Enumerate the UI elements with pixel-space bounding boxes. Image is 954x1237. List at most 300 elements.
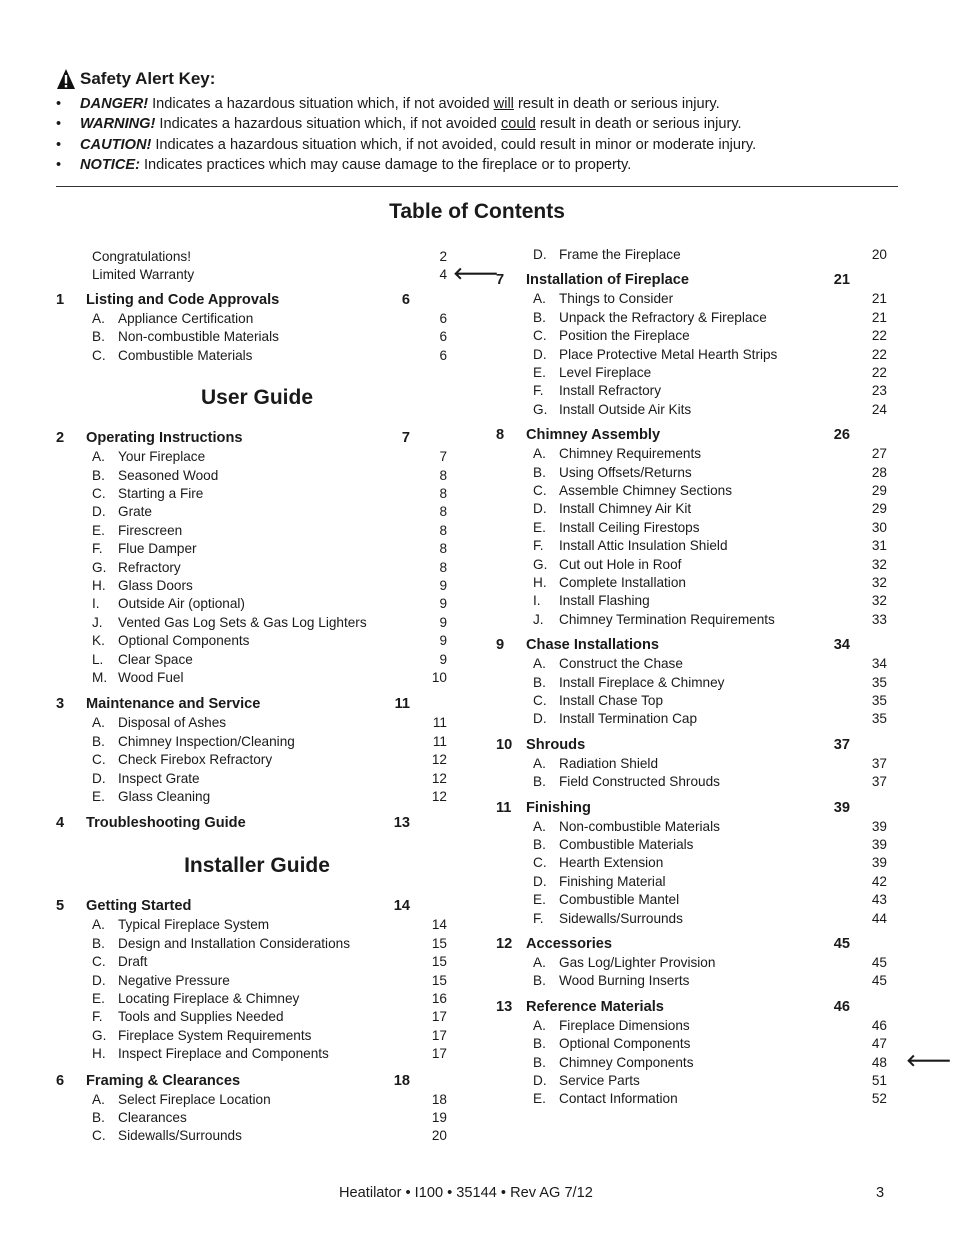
- toc-item-page: 9: [439, 614, 447, 630]
- toc-chapter-page: 34: [833, 637, 850, 654]
- toc-item-label: Assemble Chimney Sections: [559, 483, 733, 498]
- toc-chapter-number: 7: [496, 272, 505, 289]
- toc-item[interactable]: [533, 773, 887, 791]
- toc-item[interactable]: [92, 347, 447, 365]
- toc-item-label: Cut out Hole in Roof: [559, 556, 682, 572]
- toc-item[interactable]: [533, 346, 887, 364]
- toc-chapter[interactable]: [496, 425, 850, 445]
- toc-item-page: 37: [871, 774, 887, 790]
- toc-item-label: Firescreen: [118, 522, 183, 538]
- toc-item-letter: A.: [533, 818, 546, 834]
- toc-item-label: Check Firebox Refractory: [118, 752, 273, 768]
- toc-item-page: 24: [871, 401, 887, 417]
- toc-item-page: 17: [431, 1027, 447, 1043]
- safety-text: Indicates practices which may cause damage to the fireplace or to property.: [144, 157, 632, 174]
- toc-item-page: 39: [871, 855, 887, 871]
- toc-item-page: 4: [439, 267, 447, 283]
- toc-item[interactable]: [533, 891, 887, 909]
- toc-item[interactable]: [533, 910, 887, 928]
- safety-text: Indicates a hazardous situation which, if not avoided, could result in minor or moderate injury.: [155, 136, 757, 153]
- toc-item[interactable]: [533, 1072, 887, 1090]
- toc-item-letter: I.: [533, 593, 541, 609]
- toc-chapter-page: 14: [393, 898, 410, 915]
- safety-text: Indicates a hazardous situation which, if not avoided: [159, 116, 501, 133]
- toc-intro-item[interactable]: [92, 266, 447, 284]
- toc-item-letter: B.: [533, 837, 546, 852]
- toc-item-letter: A.: [92, 1091, 105, 1107]
- safety-alert-text: [80, 94, 720, 114]
- bullet: •: [56, 157, 62, 174]
- toc-item-label: Draft: [118, 954, 148, 970]
- toc-item[interactable]: [92, 935, 447, 953]
- toc-item-letter: E.: [92, 522, 105, 538]
- toc-item[interactable]: [533, 401, 887, 419]
- toc-chapter-page: 39: [833, 799, 850, 816]
- toc-item-letter: M.: [92, 670, 108, 685]
- toc-item-letter: E.: [533, 892, 546, 908]
- toc-item[interactable]: [92, 990, 447, 1008]
- toc-item-letter: D.: [533, 1073, 547, 1088]
- toc-item-letter: A.: [533, 1017, 546, 1033]
- toc-chapter-page: 11: [394, 696, 410, 713]
- toc-item-page: 9: [439, 633, 447, 649]
- toc-item-page: 43: [871, 892, 887, 908]
- toc-item-page: 8: [439, 467, 447, 483]
- toc-item-label: Chimney Requirements: [559, 446, 702, 462]
- toc-item-letter: C.: [92, 954, 106, 970]
- toc-item-page: 44: [871, 910, 887, 926]
- toc-chapter-title: Chimney Assembly: [526, 427, 661, 444]
- toc-item-letter: E.: [533, 519, 546, 535]
- toc-item[interactable]: [533, 854, 887, 872]
- toc-item-letter: L.: [92, 651, 104, 667]
- toc-item[interactable]: [92, 632, 447, 650]
- safety-alert-list: [56, 94, 898, 176]
- toc-item-page: 18: [431, 1091, 447, 1107]
- toc-item[interactable]: [533, 574, 887, 592]
- toc-item-label: Radiation Shield: [559, 755, 658, 771]
- toc-item-page: 16: [431, 991, 447, 1006]
- toc-item[interactable]: [533, 1035, 887, 1053]
- toc-item-label: Things to Consider: [559, 291, 674, 307]
- toc-chapter-title: Maintenance and Service: [86, 696, 261, 713]
- toc-item-label: Combustible Materials: [118, 347, 253, 363]
- toc-item-letter: C.: [533, 693, 547, 708]
- toc-item[interactable]: [92, 1109, 447, 1127]
- warning-triangle-icon: [56, 68, 76, 90]
- toc-item-letter: J.: [533, 611, 544, 627]
- toc-item-page: 17: [431, 1046, 447, 1062]
- toc-item-page: 35: [871, 711, 887, 727]
- toc-chapter-number: 2: [56, 430, 65, 447]
- toc-item[interactable]: [92, 559, 447, 577]
- toc-chapter-number: 4: [56, 815, 65, 832]
- toc-item-label: Install Attic Insulation Shield: [559, 538, 728, 554]
- toc-item[interactable]: [92, 1127, 447, 1145]
- toc-item-label: Combustible Materials: [559, 837, 694, 852]
- toc-item-letter: A.: [533, 955, 546, 970]
- toc-item-letter: B.: [92, 935, 105, 951]
- toc-item-label: Field Constructed Shrouds: [559, 774, 720, 790]
- toc-item-page: 9: [439, 596, 447, 612]
- toc-item[interactable]: [92, 788, 447, 806]
- toc-item[interactable]: [533, 556, 887, 574]
- toc-item-letter: C.: [533, 483, 547, 498]
- toc-chapter-page: 46: [833, 998, 850, 1015]
- toc-item[interactable]: [533, 1090, 887, 1108]
- toc-item[interactable]: [533, 611, 887, 629]
- toc-item-letter: B.: [533, 774, 546, 790]
- toc-chapter-page: 7: [401, 430, 410, 447]
- toc-item-label: Flue Damper: [118, 541, 197, 557]
- toc-item-label: Non-combustible Materials: [118, 329, 279, 345]
- toc-item-letter: A.: [92, 715, 105, 731]
- toc-item[interactable]: [533, 692, 887, 710]
- safety-text: result in death or serious injury.: [535, 116, 742, 133]
- toc-item-page: 35: [871, 693, 887, 708]
- toc-item-label: Finishing Material: [559, 873, 666, 889]
- toc-item[interactable]: [92, 522, 447, 540]
- toc-chapter-number: 9: [496, 637, 505, 654]
- toc-item-page: 34: [871, 656, 887, 672]
- safety-keyword: WARNING!: [80, 116, 156, 133]
- toc-item-page: 37: [871, 755, 887, 771]
- toc-item-page: 29: [871, 501, 887, 517]
- toc-item-label: Level Fireplace: [559, 365, 652, 380]
- toc-item-label: Locating Fireplace & Chimney: [118, 991, 300, 1006]
- toc-item-label: Outside Air (optional): [118, 596, 245, 612]
- divider: [56, 186, 898, 187]
- toc-item-label: Glass Cleaning: [118, 789, 211, 804]
- toc-item-letter: A.: [533, 656, 546, 672]
- toc-item-label: Inspect Grate: [118, 770, 200, 786]
- toc-item-page: 39: [871, 818, 887, 834]
- toc-chapter-title: Troubleshooting Guide: [86, 815, 246, 832]
- toc-item-page: 32: [871, 556, 887, 572]
- section-heading: Installer Guide: [184, 854, 330, 878]
- toc-item-label: Congratulations!: [92, 249, 191, 264]
- toc-item-letter: D.: [92, 972, 106, 988]
- toc-item-page: 19: [431, 1110, 447, 1125]
- toc-item-page: 9: [439, 578, 447, 593]
- toc-chapter[interactable]: [56, 813, 410, 833]
- toc-item-label: Hearth Extension: [559, 855, 664, 871]
- toc-title: Table of Contents: [389, 200, 565, 223]
- section-heading: User Guide: [200, 386, 314, 410]
- toc-item[interactable]: [92, 751, 447, 769]
- toc-item-page: 2: [439, 249, 447, 264]
- toc-item[interactable]: [533, 836, 887, 854]
- toc-item-label: Wood Fuel: [118, 670, 184, 685]
- toc-item-letter: H.: [92, 1046, 106, 1062]
- toc-item-label: Using Offsets/Returns: [559, 464, 692, 480]
- toc-item[interactable]: [92, 770, 447, 788]
- toc-chapter-number: 12: [496, 936, 513, 952]
- toc-item-page: 22: [871, 346, 887, 362]
- toc-item[interactable]: [533, 972, 887, 990]
- toc-item[interactable]: [533, 519, 887, 537]
- toc-item-letter: B.: [533, 309, 546, 325]
- toc-item-letter: D.: [92, 504, 106, 520]
- toc-item-page: 39: [871, 837, 887, 852]
- toc-item-letter: E.: [533, 365, 546, 380]
- toc-item[interactable]: [533, 1017, 887, 1035]
- toc-item[interactable]: [92, 503, 447, 521]
- toc-chapter-page: 6: [401, 292, 410, 308]
- toc-item-letter: G.: [533, 401, 548, 417]
- toc-item-letter: F.: [533, 910, 544, 926]
- toc-item[interactable]: [92, 614, 447, 632]
- safety-alert-item: [56, 114, 898, 134]
- toc-item-label: Tools and Supplies Needed: [118, 1009, 284, 1025]
- toc-item[interactable]: [92, 669, 447, 687]
- toc-chapter-page: 21: [833, 272, 850, 289]
- toc-item-page: 15: [431, 972, 447, 988]
- toc-item-letter: A.: [533, 755, 546, 771]
- safety-alert-title-text: Safety Alert Key:: [80, 69, 216, 88]
- toc-item-page: 14: [431, 917, 447, 933]
- toc-item-page: 33: [871, 611, 887, 627]
- toc-chapter-number: 3: [56, 696, 65, 713]
- toc-item[interactable]: [533, 364, 887, 382]
- toc-item-page: 51: [871, 1073, 887, 1088]
- toc-chapter[interactable]: [496, 934, 850, 954]
- toc-item[interactable]: [92, 916, 447, 934]
- toc-item-letter: B.: [92, 467, 105, 483]
- toc-item-letter: A.: [92, 917, 105, 933]
- toc-item-label: Non-combustible Materials: [559, 818, 720, 834]
- toc-item[interactable]: [92, 651, 447, 669]
- safety-alert-text: [80, 114, 742, 134]
- toc-item[interactable]: [92, 467, 447, 485]
- toc-item-letter: E.: [533, 1091, 546, 1107]
- toc-chapter-number: 11: [496, 799, 512, 816]
- toc-item-letter: D.: [533, 711, 547, 727]
- toc-item-page: 6: [439, 329, 447, 345]
- toc-item[interactable]: [92, 577, 447, 595]
- toc-item-label: Vented Gas Log Sets & Gas Log Lighters: [118, 614, 367, 630]
- toc-item-page: 6: [439, 347, 447, 363]
- toc-item[interactable]: [533, 710, 887, 728]
- toc-item-letter: G.: [92, 559, 107, 575]
- safety-alert-title: [56, 68, 898, 90]
- toc-item-letter: B.: [533, 464, 546, 480]
- toc-item[interactable]: [92, 485, 447, 503]
- toc-item-label: Negative Pressure: [118, 972, 230, 988]
- safety-emphasis: could: [500, 116, 536, 133]
- toc-item-label: Install Chase Top: [559, 693, 664, 708]
- toc-item-page: 17: [431, 1009, 447, 1025]
- toc-item[interactable]: [533, 592, 887, 610]
- toc-item-page: 9: [439, 651, 447, 667]
- toc-chapter[interactable]: [496, 735, 850, 755]
- toc-item-letter: A.: [92, 311, 105, 326]
- toc-item[interactable]: [533, 500, 887, 518]
- toc-item[interactable]: [533, 309, 887, 327]
- toc-item[interactable]: [533, 1054, 887, 1072]
- toc-chapter[interactable]: [56, 428, 410, 448]
- toc-item[interactable]: [533, 674, 887, 692]
- toc-item[interactable]: [533, 382, 887, 400]
- toc-item[interactable]: [92, 1091, 447, 1109]
- toc-item-letter: B.: [92, 329, 105, 345]
- toc-item-letter: H.: [92, 578, 106, 593]
- toc-item[interactable]: [92, 540, 447, 558]
- toc-item[interactable]: [92, 1027, 447, 1045]
- toc-item-page: 21: [871, 309, 887, 325]
- toc-item[interactable]: [533, 464, 887, 482]
- safety-alert-item: [56, 94, 898, 114]
- toc-item[interactable]: [533, 482, 887, 500]
- toc-item-label: Install Chimney Air Kit: [559, 501, 692, 517]
- toc-item-label: Place Protective Metal Hearth Strips: [559, 346, 778, 362]
- toc-item-page: 8: [439, 504, 447, 520]
- toc-item-label: Your Fireplace: [118, 449, 206, 465]
- safety-emphasis: will: [493, 96, 514, 112]
- toc-item-page: 31: [871, 538, 887, 554]
- toc-item[interactable]: [92, 595, 447, 613]
- toc-item-page: 8: [439, 486, 447, 501]
- toc-chapter-page: 37: [833, 736, 850, 753]
- toc-item-page: 7: [439, 449, 447, 465]
- toc-item[interactable]: [92, 733, 447, 751]
- toc-chapter[interactable]: [56, 896, 410, 916]
- toc-item[interactable]: [92, 953, 447, 971]
- toc-item-page: 12: [431, 752, 447, 768]
- toc-item[interactable]: [533, 755, 887, 773]
- toc-item-label: Optional Components: [559, 1036, 691, 1052]
- toc-item-page: 11: [432, 733, 447, 749]
- toc-item-label: Install Termination Cap: [559, 711, 698, 727]
- toc-chapter[interactable]: [56, 290, 410, 310]
- toc-item-label: Fireplace Dimensions: [559, 1017, 690, 1033]
- toc-chapter-page: 45: [833, 936, 850, 952]
- toc-chapter-page: 13: [393, 815, 410, 832]
- toc-item-label: Install Flashing: [559, 593, 650, 609]
- toc-item-label: Contact Information: [559, 1091, 678, 1107]
- toc-item-label: Chimney Inspection/Cleaning: [118, 733, 295, 749]
- toc-item-page: 28: [871, 464, 887, 480]
- toc-item-page: 12: [431, 770, 447, 786]
- toc-item[interactable]: [92, 714, 447, 732]
- toc-item[interactable]: [92, 448, 447, 466]
- toc-chapter-title: Installation of Fireplace: [526, 272, 689, 289]
- toc-item-letter: F.: [533, 383, 544, 399]
- toc-chapter[interactable]: [56, 1071, 410, 1091]
- arrow-left-icon: 🡐: [906, 1050, 952, 1070]
- toc-item-label: Gas Log/Lighter Provision: [559, 955, 716, 970]
- toc-item-label: Install Fireplace & Chimney: [559, 674, 725, 690]
- toc-item[interactable]: [533, 537, 887, 555]
- toc-item[interactable]: [92, 328, 447, 346]
- toc-item[interactable]: [533, 873, 887, 891]
- toc-item-label: Install Refractory: [559, 383, 661, 399]
- toc-chapter[interactable]: [496, 270, 850, 290]
- toc-item-letter: A.: [92, 449, 105, 465]
- toc-item-label: Combustible Mantel: [559, 892, 680, 908]
- toc-item-letter: B.: [533, 1036, 546, 1052]
- toc-item[interactable]: [533, 290, 887, 308]
- toc-item-label: Seasoned Wood: [118, 467, 219, 483]
- toc-item-letter: B.: [533, 674, 546, 690]
- toc-intro-item[interactable]: [92, 248, 447, 266]
- toc-item[interactable]: [92, 1045, 447, 1063]
- toc-chapter-title: Finishing: [526, 799, 591, 816]
- toc-chapter[interactable]: [56, 694, 410, 714]
- toc-item-label: Appliance Certification: [118, 311, 254, 326]
- toc-item-letter: G.: [92, 1027, 107, 1043]
- toc-chapter[interactable]: [496, 798, 850, 818]
- toc-item-label: Construct the Chase: [559, 656, 683, 672]
- toc-item[interactable]: [533, 954, 887, 972]
- safety-alert-text: [80, 135, 756, 155]
- toc-item[interactable]: [533, 246, 887, 264]
- toc-chapter-number: 10: [496, 736, 513, 753]
- toc-item-letter: A.: [533, 446, 546, 462]
- toc-item-page: 35: [871, 674, 887, 690]
- toc-item-letter: A.: [533, 291, 546, 307]
- toc-item-label: Unpack the Refractory & Fireplace: [559, 309, 767, 325]
- toc-item-label: Limited Warranty: [92, 267, 195, 283]
- bullet: •: [56, 136, 62, 153]
- toc-item[interactable]: [533, 327, 887, 345]
- toc-item[interactable]: [533, 445, 887, 463]
- toc-chapter-page: 26: [833, 427, 850, 444]
- toc-item[interactable]: [92, 972, 447, 990]
- toc-item-label: Fireplace System Requirements: [118, 1027, 312, 1043]
- toc-item-page: 32: [871, 575, 887, 590]
- toc-item[interactable]: [533, 818, 887, 836]
- toc-item-label: Sidewalls/Surrounds: [559, 910, 683, 926]
- toc-chapter-number: 13: [496, 998, 513, 1015]
- toc-item-letter: F.: [533, 538, 544, 554]
- toc-item-label: Starting a Fire: [118, 486, 204, 501]
- toc-item-page: 29: [871, 483, 887, 498]
- toc-item-label: Chimney Termination Requirements: [559, 611, 775, 627]
- toc-item-letter: K.: [92, 633, 105, 649]
- toc-item-page: 52: [871, 1091, 887, 1107]
- toc-item-page: 48: [871, 1054, 887, 1070]
- toc-item-letter: C.: [533, 855, 547, 871]
- footer-page-number: 3: [876, 1185, 885, 1201]
- toc-item-label: Refractory: [118, 559, 181, 575]
- toc-item-page: 20: [431, 1128, 447, 1144]
- toc-item[interactable]: [533, 655, 887, 673]
- toc-item[interactable]: [92, 310, 447, 328]
- toc-chapter[interactable]: [496, 635, 850, 655]
- toc-item-label: Wood Burning Inserts: [559, 973, 690, 989]
- toc-item-page: 30: [871, 519, 887, 535]
- toc-item-page: 6: [439, 311, 447, 326]
- toc-chapter-title: Chase Installations: [526, 637, 660, 654]
- arrow-left-icon: 🡐: [453, 264, 499, 284]
- toc-chapter[interactable]: [496, 997, 850, 1017]
- toc-item-letter: H.: [533, 575, 547, 590]
- toc-item-page: 8: [439, 541, 447, 557]
- toc-item-label: Frame the Fireplace: [559, 247, 681, 262]
- bullet: •: [56, 96, 62, 112]
- toc-item[interactable]: [92, 1008, 447, 1026]
- toc-item-letter: C.: [92, 347, 106, 363]
- safety-text: Indicates a hazardous situation which, if not avoided: [152, 96, 494, 112]
- toc-item-letter: C.: [92, 752, 106, 768]
- toc-item-page: 45: [871, 955, 887, 970]
- toc-item-letter: B.: [533, 973, 546, 989]
- toc-item-letter: C.: [533, 328, 547, 344]
- safety-alert-text: [80, 155, 631, 175]
- toc-item-page: 21: [871, 291, 887, 307]
- toc-chapter-title: Framing & Clearances: [86, 1072, 241, 1089]
